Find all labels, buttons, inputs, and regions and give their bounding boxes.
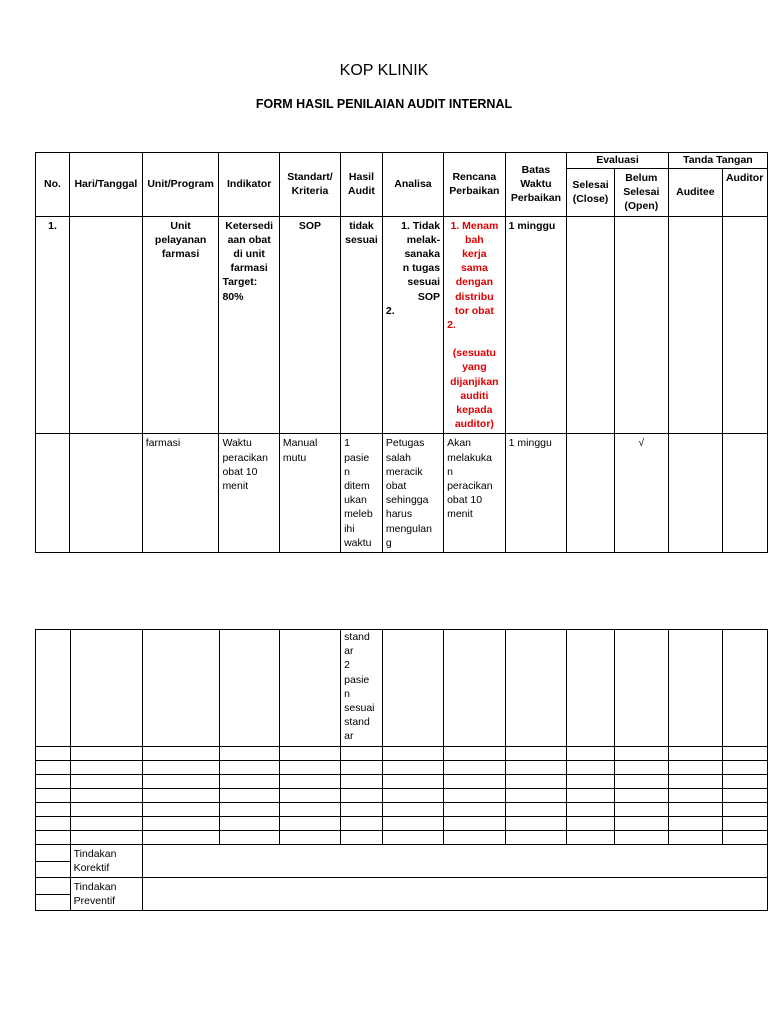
header-auditee: Auditee	[668, 169, 722, 217]
analisa-item-2: 2.	[385, 304, 395, 317]
header-evaluasi: Evaluasi	[567, 153, 669, 169]
row-analisa	[382, 216, 443, 434]
empty-row	[36, 774, 768, 788]
tindakan-korektif-label: Tindakan Korektif	[70, 844, 143, 877]
table-row	[36, 630, 768, 747]
header-tanda-tangan: Tanda Tangan	[668, 153, 767, 169]
row-auditor	[722, 216, 767, 434]
row-auditee	[668, 216, 722, 434]
row-batas: 1 minggu	[505, 216, 567, 434]
row-auditee	[668, 434, 722, 553]
table-row	[36, 216, 768, 434]
analisa-item-1: 1. Tidak melak- sanaka n tugas sesuai SOP	[401, 219, 441, 303]
tindakan-preventif-field[interactable]	[143, 878, 768, 911]
table-row	[36, 434, 768, 553]
header-unit-program: Unit/Program	[142, 153, 219, 217]
empty-row	[36, 830, 768, 844]
row-rencana	[444, 216, 506, 434]
header-indikator: Indikator	[219, 153, 279, 217]
empty-row	[36, 816, 768, 830]
header-standart-kriteria: Standart/ Kriteria	[279, 153, 340, 217]
continuation-hasil: stand ar 2 pasie n sesuai stand ar	[341, 630, 383, 747]
kop-klinik-heading: KOP KLINIK	[339, 62, 429, 79]
header-selesai: Selesai (Close)	[567, 169, 615, 217]
row-standart: Manual mutu	[279, 434, 340, 553]
empty-row	[36, 802, 768, 816]
rencana-item-1: 1. Menam bah kerja sama dengan distribu tor obat	[450, 219, 499, 317]
header-no: No.	[36, 153, 70, 217]
row-standart: SOP	[279, 216, 340, 434]
row-hasil: tidak sesuai	[341, 216, 383, 434]
header-rencana-perbaikan: Rencana Perbaikan	[444, 153, 506, 217]
header-hari-tanggal: Hari/Tanggal	[70, 153, 143, 217]
row-unit: farmasi	[142, 434, 219, 553]
row-rencana: Akan melakuka n peracikan obat 10 menit	[444, 434, 506, 553]
row-hari-tanggal	[70, 216, 143, 434]
row-auditor	[722, 434, 767, 553]
tindakan-preventif-label: Tindakan Preventif	[70, 878, 143, 911]
empty-row	[36, 746, 768, 760]
row-selesai	[567, 216, 615, 434]
rencana-note: (sesuatu yang dijanjikan auditi kepada auditor)	[450, 347, 499, 431]
row-unit: Unit pelayanan farmasi	[142, 216, 219, 434]
indikator-text: Ketersedi aan obat di unit farmasi	[225, 219, 274, 275]
header-belum-selesai: Belum Selesai (Open)	[614, 169, 668, 217]
row-no	[36, 434, 70, 553]
row-hasil: 1 pasie n ditem ukan meleb ihi waktu	[341, 434, 383, 553]
row-indikator	[219, 216, 279, 434]
audit-table	[35, 152, 768, 553]
row-hari-tanggal	[70, 434, 143, 553]
tindakan-korektif-row	[36, 844, 768, 861]
header-analisa: Analisa	[382, 153, 443, 217]
form-title: FORM HASIL PENILAIAN AUDIT INTERNAL	[255, 97, 513, 111]
row-analisa: Petugas salah meracik obat sehingga harus mengulan g	[382, 434, 443, 553]
empty-row	[36, 788, 768, 802]
indikator-target: Target: 80%	[222, 276, 258, 303]
header-batas-waktu: Batas Waktu Perbaikan	[505, 153, 567, 217]
row-belum-selesai: √	[614, 434, 668, 553]
row-batas: 1 minggu	[505, 434, 567, 553]
empty-row	[36, 760, 768, 774]
audit-table-continuation	[35, 629, 768, 911]
header-auditor: Auditor	[722, 169, 767, 217]
row-indikator: Waktu peracikan obat 10 menit	[219, 434, 279, 553]
tindakan-preventif-row	[36, 878, 768, 895]
rencana-item-2: 2.	[447, 319, 456, 332]
tindakan-korektif-field[interactable]	[143, 844, 768, 877]
row-no: 1.	[36, 216, 70, 434]
row-selesai	[567, 434, 615, 553]
header-hasil-audit: Hasil Audit	[341, 153, 383, 217]
row-belum-selesai	[614, 216, 668, 434]
